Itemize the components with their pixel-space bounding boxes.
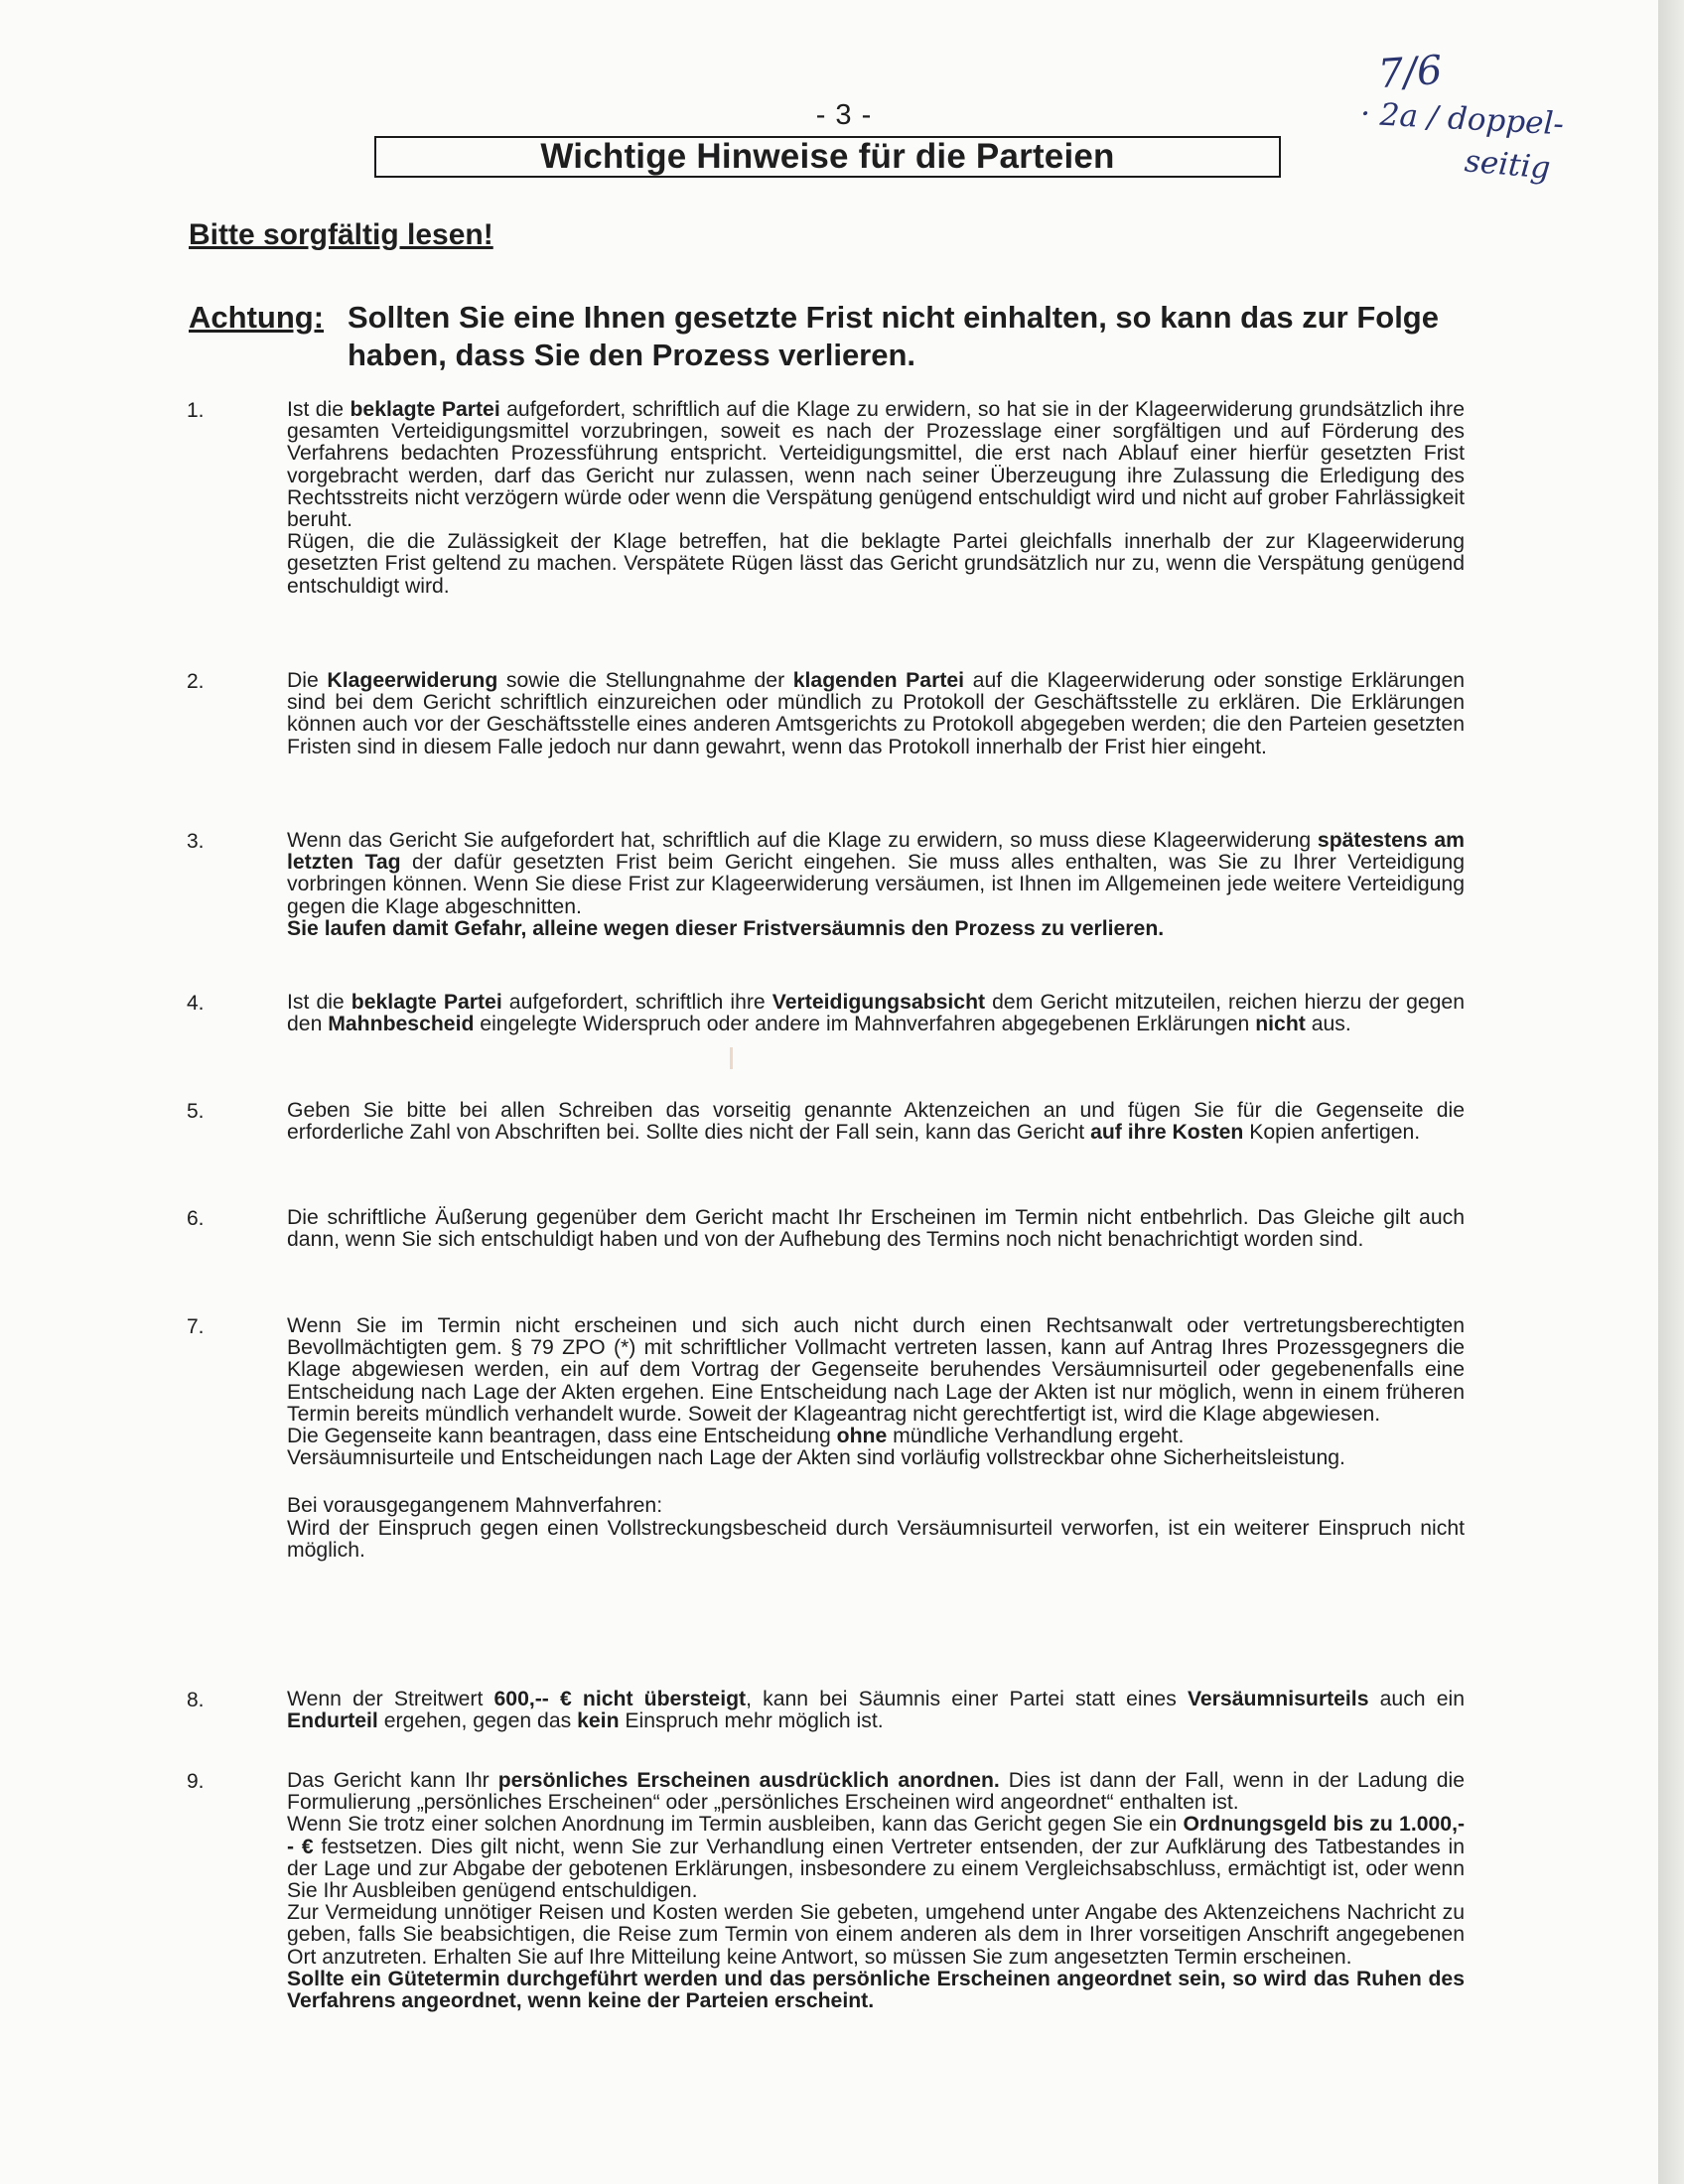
item-number: 5. [187, 1100, 205, 1123]
warning-block [189, 299, 1489, 372]
item-number: 9. [187, 1770, 205, 1793]
item-body [287, 670, 1465, 758]
text-run: aufgefordert, schriftlich auf die Klage zu erwidern, so hat sie in der Klageerwiderung grundsätzlich ihre gesamten Verteidigungsmittel vorzubringen, soweit es nach der Prozesslage einer sorgfältigen und auf Förderung des Verfahrens bedachten Prozessführung entspricht. Verteidigungsmittel, die erst nach Ablauf einer hierfür gesetzten Frist vorgebracht werden, darf das Gericht nur zulassen, wenn nach seiner Überzeugung ihre Zulassung die Erledigung des Rechtsstreits nicht verzögern würde oder wenn die Verspätung genügend entschuldigt wird und nicht auf grober Fahrlässigkeit beruht. [287, 398, 1465, 532]
item-paragraph [287, 830, 1465, 918]
page-edge [1658, 0, 1684, 2184]
text-run: Wenn das Gericht Sie aufgefordert hat, schriftlich auf die Klage zu erwidern, so muss diese Klageerwiderung [287, 829, 1318, 852]
handwritten-line-1: 7/6 [1376, 47, 1444, 98]
item-body [287, 1770, 1465, 2012]
item-paragraph [287, 1770, 1465, 1814]
handwritten-note [1359, 47, 1618, 199]
text-run: Die Gegenseite kann beantragen, dass eine Entscheidung [287, 1425, 837, 1448]
text-run: der dafür gesetzten Frist beim Gericht eingehen. Sie muss alles enthalten, was Sie zu Ihrer Verteidigung vorbringen können. Wenn Sie diese Frist zur Klageerwiderung versäumen, ist Ihnen im Allgemeinen jede weitere Verteidigung gegen die Klage abgeschnitten. [287, 851, 1465, 918]
text-run-bold: nicht [1255, 1013, 1306, 1036]
item-paragraph: Bei vorausgegangenem Mahnverfahren: [287, 1494, 663, 1518]
text-run: sowie die Stellungnahme der [497, 669, 793, 692]
item-body [287, 1207, 1465, 1251]
item-paragraph [287, 670, 1465, 758]
handwritten-line-2: · 2a / doppel- [1359, 95, 1565, 143]
item-paragraph [287, 1100, 1465, 1144]
text-run: Wenn Sie trotz einer solchen Anordnung im Termin ausbleiben, kann das Gericht gegen Sie ein [287, 1813, 1184, 1837]
item-paragraph [287, 992, 1465, 1035]
item-paragraph: Die schriftliche Äußerung gegenüber dem Gericht macht Ihr Erscheinen im Termin nicht entbehrlich. Das Gleiche gilt auch dann, wenn Sie sich entschuldigt haben und von der Aufhebung des Termins noch nicht benachrichtigt worden sind. [287, 1206, 1465, 1252]
item-body [287, 1100, 1465, 1144]
text-run: aus. [1305, 1013, 1351, 1036]
item-paragraph-bold: Sollte ein Gütetermin durchgeführt werden und das persönliche Erscheinen angeordnet sein, so wird das Ruhen des Verfahrens angeordnet, wenn keine der Parteien erscheint. [287, 1967, 1465, 2013]
text-run: auf die Klageerwiderung oder sonstige Erklärungen sind bei dem Gericht schriftlich einzureichen oder mündlich zu Protokoll der Geschäftsstelle zu erklären. Die Erklärungen können auch vor der Geschäftsstelle eines anderen Amtsgerichts zu Protokoll abgegeben werden; die den Parteien gesetzten Fristen sind in diesem Falle jedoch nur dann gewahrt, wenn das Protokoll innerhalb der Frist hier eingeht. [287, 669, 1466, 758]
item-body [287, 1689, 1465, 1732]
item-paragraph [287, 399, 1465, 531]
item-paragraph: Wenn Sie im Termin nicht erscheinen und sich auch nicht durch einen Rechtsanwalt oder vertretungsberechtigten Bevollmächtigten gem. § 79 ZPO (*) mit schriftlicher Vollmacht vertreten lassen, kann auf Antrag Ihres Prozessgegners die Klage abgewiesen werden, ein auf dem Vortrag der Gegenseite beruhendes Versäumnisurteil oder gegebenenfalls eine Entscheidung nach Lage der Akten ergehen. Eine Entscheidung nach Lage der Akten ist nur möglich, wenn in einem früheren Termin bereits mündlich verhandelt wurde. Soweit der Klageantrag nicht gerechtfertigt ist, wird die Klage abgewiesen. [287, 1314, 1465, 1426]
text-run-bold: spätestens am letzten Tag [287, 829, 1465, 875]
item-number: 7. [187, 1315, 205, 1338]
item-paragraph: Zur Vermeidung unnötiger Reisen und Kosten werden Sie gebeten, umgehend unter Angabe des Aktenzeichens Nachricht zu geben, falls Sie beabsichtigen, die Reise zum Termin von einem anderen als dem in Ihrer vorseitigen Anschrift angegebenen Ort anzutreten. Erhalten Sie auf Ihre Mitteilung keine Antwort, so müssen Sie zum angesetzten Termin erscheinen. [287, 1901, 1465, 1969]
item-paragraph [287, 1689, 1465, 1732]
item-paragraph: Rügen, die die Zulässigkeit der Klage betreffen, hat die beklagte Partei gleichfalls innerhalb der zur Klageerwiderung gesetzten Frist geltend zu machen. Verspätete Rügen lässt das Gericht grundsätzlich nur zu, wenn die Verspätung genügend entschuldigt wird. [287, 530, 1465, 598]
text-run: Ist die [287, 398, 351, 421]
text-run-bold: Endurteil [287, 1709, 378, 1733]
text-run-bold: Ordnungsgeld bis zu 1.000,-- € [287, 1813, 1466, 1858]
text-run: , kann bei Säumnis einer Partei statt eines [746, 1688, 1188, 1710]
handwritten-line-3: seitig [1463, 143, 1552, 187]
item-number: 8. [187, 1689, 205, 1711]
item-paragraph [287, 1814, 1465, 1902]
text-run-bold: ohne [836, 1425, 888, 1448]
item-body [287, 992, 1465, 1035]
text-run: auch ein [1368, 1688, 1465, 1710]
text-run: Das Gericht kann Ihr [287, 1769, 498, 1792]
scan-artifact [730, 1047, 733, 1069]
text-run-bold: Verteidigungsabsicht [772, 991, 986, 1014]
text-run-bold: Klageerwiderung [327, 669, 498, 692]
text-run: Wenn der Streitwert [287, 1688, 494, 1710]
text-run: ergehen, gegen das [377, 1709, 578, 1733]
text-run: aufgefordert, schriftlich ihre [501, 991, 772, 1014]
item-body [287, 830, 1465, 940]
text-run-bold: Mahnbescheid [328, 1013, 475, 1036]
item-number: 4. [187, 992, 205, 1015]
item-paragraph: Versäumnisurteile und Entscheidungen nach Lage der Akten sind vorläufig vollstreckbar ohne Sicherheitsleistung. [287, 1446, 1345, 1470]
item-body [287, 1315, 1465, 1562]
warning-label: Achtung: [189, 300, 325, 335]
text-run-bold: beklagte Partei [351, 991, 502, 1014]
page-number: - 3 - [815, 99, 873, 131]
text-run-bold: auf ihre Kosten [1090, 1121, 1244, 1145]
item-paragraph: Wird der Einspruch gegen einen Vollstreckungsbescheid durch Versäumnisurteil verworfen, ist ein weiterer Einspruch nicht möglich. [287, 1516, 1465, 1562]
text-run-bold: persönliches Erscheinen ausdrücklich anordnen. [497, 1769, 1000, 1792]
text-run: mündliche Verhandlung ergeht. [887, 1425, 1185, 1448]
text-run: Dies ist dann der Fall, wenn in der Ladung die Formulierung „persönliches Erscheinen“ oder „persönliches Erscheinen wird angeordnet“ enthalten ist. [287, 1769, 1466, 1815]
item-number: 6. [187, 1207, 205, 1230]
text-run: Kopien anfertigen. [1243, 1121, 1421, 1145]
please-read-heading: Bitte sorgfältig lesen! [189, 218, 493, 251]
item-body [287, 399, 1465, 598]
item-paragraph [287, 1426, 1465, 1447]
text-run: eingelegte Widerspruch oder andere im Mahnverfahren abgegebenen Erklärungen [474, 1013, 1256, 1036]
item-number: 3. [187, 830, 205, 853]
text-run: dem Gericht mitzuteilen, reichen hierzu der gegen den [287, 991, 1465, 1036]
text-run: Die [287, 669, 328, 692]
text-run-bold: 600,-- € nicht übersteigt [493, 1688, 747, 1710]
text-run-bold: klagenden Partei [792, 669, 965, 692]
page-title: Wichtige Hinweise für die Parteien [374, 136, 1281, 178]
text-run-bold: kein [577, 1709, 620, 1733]
text-run: Einspruch mehr möglich ist. [619, 1709, 884, 1733]
item-number: 1. [187, 399, 205, 422]
item-number: 2. [187, 670, 205, 693]
text-run: Geben Sie bitte bei allen Schreiben das vorseitig genannte Aktenzeichen an und fügen Sie für die Gegenseite die erforderliche Zahl von Abschriften bei. Sollte dies nicht der Fall sein, kann das Gericht [287, 1099, 1465, 1145]
text-run-bold: Versäumnisurteils [1187, 1688, 1369, 1710]
text-run: festsetzen. Dies gilt nicht, wenn Sie zur Verhandlung einen Vertreter entsenden, der zur Aufklärung des Tatbestandes in der Lage und zur Abgabe der gebotenen Erklärungen, insbesondere zu einem Vergleichsabschluss, ermächtigt ist, oder wenn Sie Ihr Ausbleiben genügend entschuldigen. [287, 1835, 1465, 1903]
warning-text: Sollten Sie eine Ihnen gesetzte Frist nicht einhalten, so kann das zur Folge haben, dass Sie den Prozess verlieren. [348, 300, 1439, 372]
text-run-bold: beklagte Partei [350, 398, 500, 421]
text-run: Ist die [287, 991, 351, 1014]
item-paragraph-bold: Sie laufen damit Gefahr, alleine wegen dieser Fristversäumnis den Prozess zu verlieren. [287, 916, 1165, 940]
